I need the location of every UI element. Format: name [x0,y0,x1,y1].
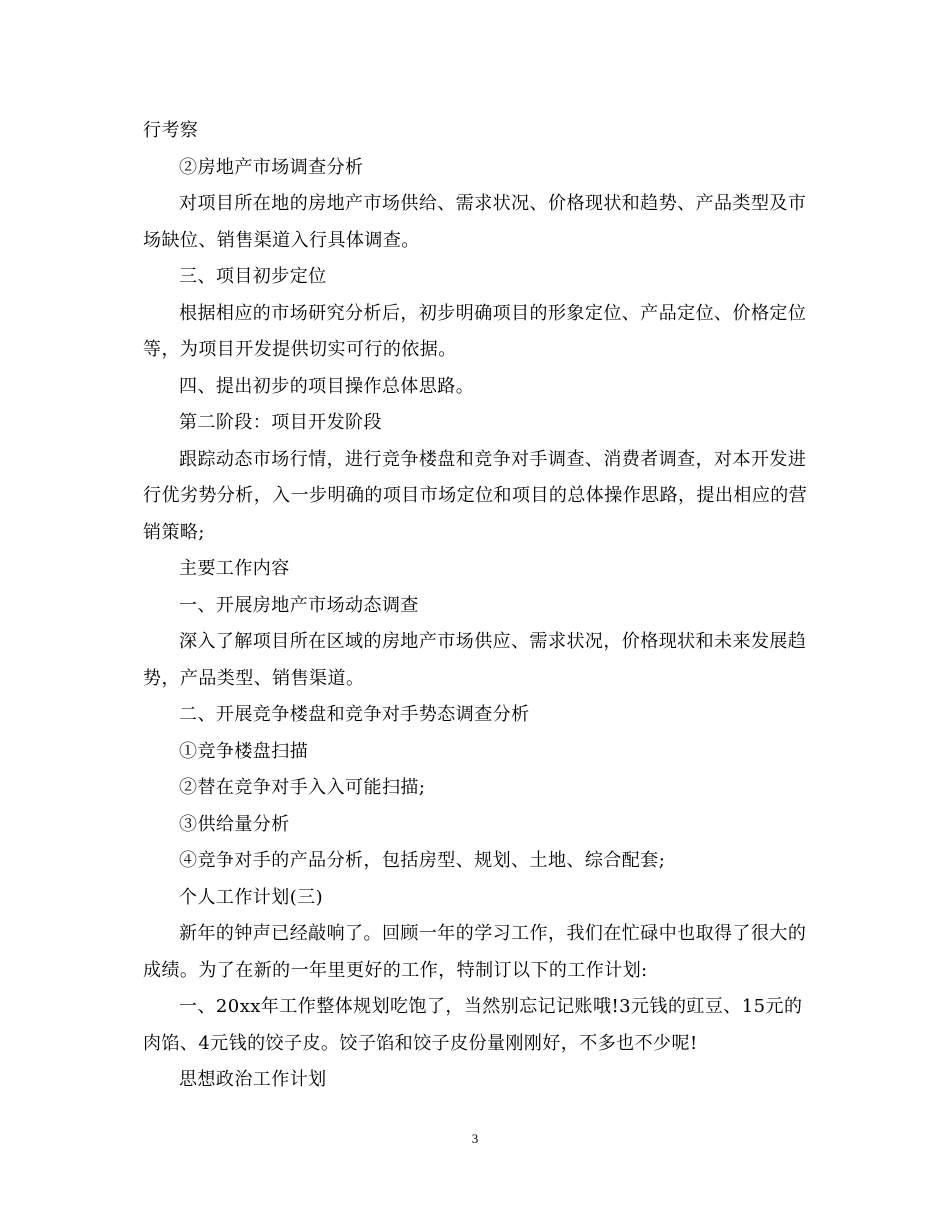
paragraph-8: 主要工作内容 [179,558,290,579]
paragraph-1: ②房地产市场调查分析 [179,156,364,178]
page-number: 3 [471,1131,479,1146]
paragraph-19: 思想政治工作计划 [179,1069,327,1090]
paragraph-2: 对项目所在地的房地产市场供给、需求状况、价格现状和趋势、产品类型及市场缺位、销售渠道入行具体调查。 [143,193,807,251]
paragraph-18: 一、20xx年工作整体规划吃饱了，当然别忘记记账哦!3元钱的豇豆、15元的肉馅、4元钱的饺子皮。饺子馅和饺子皮份量刚刚好，不多也不少呢! [143,996,803,1054]
paragraph-10: 深入了解项目所在区域的房地产市场供应、需求状况，价格现状和未来发展趋势，产品类型、销售渠道。 [143,631,807,689]
document-body [143,113,811,1099]
paragraph-15: ④竞争对手的产品分析，包括房型、规划、土地、综合配套; [179,850,666,871]
paragraph-7: 跟踪动态市场行情，进行竞争楼盘和竞争对手调查、消费者调查，对本开发进行优劣势分析，入一步明确的项目市场定位和项目的总体操作思路，提出相应的营销策略; [143,448,808,543]
paragraph-12: ①竞争楼盘扫描 [179,740,309,762]
paragraph-13: ②替在竞争对手入入可能扫描; [179,777,426,798]
paragraph-16: 个人工作计划(三) [179,886,324,908]
paragraph-6: 第二阶段：项目开发阶段 [179,412,382,433]
paragraph-14: ③供给量分析 [179,813,290,835]
paragraph-3: 三、项目初步定位 [179,266,327,287]
paragraph-5: 四、提出初步的项目操作总体思路。 [179,375,475,397]
paragraph-17: 新年的钟声已经敲响了。回顾一年的学习工作，我们在忙碌中也取得了很大的成绩。为了在新的一年里更好的工作，特制订以下的工作计划: [143,923,807,981]
paragraph-9: 一、开展房地产市场动态调查 [179,594,419,616]
paragraph-0: 行考察 [143,120,199,141]
paragraph-4: 根据相应的市场研究分析后，初步明确项目的形象定位、产品定位、价格定位等，为项目开发提供切实可行的依据。 [143,302,807,360]
paragraph-11: 二、开展竞争楼盘和竞争对手势态调查分析 [179,704,530,725]
